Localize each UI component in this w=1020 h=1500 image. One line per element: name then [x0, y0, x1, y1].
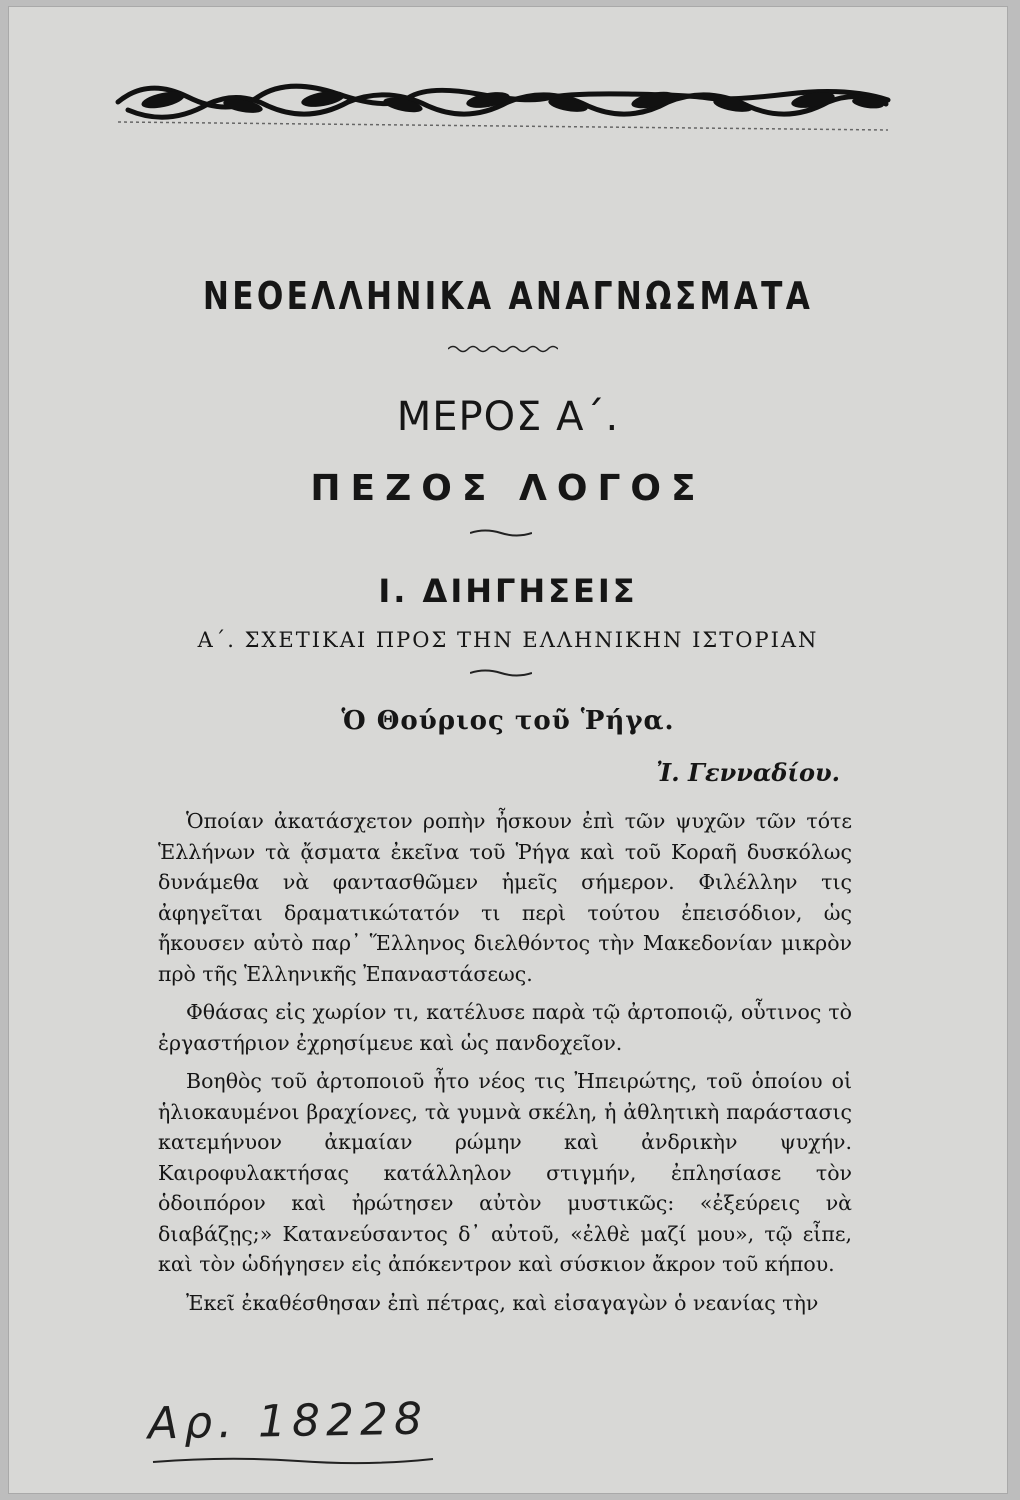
handwritten-catalog-number: Αρ. 18228 — [147, 1393, 429, 1450]
section-title: Ι. ΔΙΗΓΗΣΕΙΣ — [378, 572, 638, 610]
article-body — [158, 806, 852, 1326]
book-page — [8, 6, 1008, 1494]
swash-divider-icon — [470, 668, 532, 678]
subsection-title: Α΄. ΣΧΕΤΙΚΑΙ ΠΡΟΣ ΤΗΝ ΕΛΛΗΝΙΚΗΝ ΙΣΤΟΡΙΑΝ — [197, 628, 819, 652]
genre-title: ΠΕΖΟΣ ΛΟΓΟΣ — [310, 468, 706, 509]
article-title: Ὁ Θούριος τοῦ Ῥήγα. — [341, 706, 675, 736]
paragraph: Ὁποίαν ἀκατάσχετον ροπὴν ἦσκουν ἐπὶ τῶν ψυχῶν τῶν τότε Ἑλλήνων τὰ ᾄσματα ἐκεῖνα τοῦ Ῥήγα καὶ τοῦ Κοραῆ δυσκόλως δυνάμεθα νὰ φαντασθῶμεν ἡμεῖς σήμερον. Φιλέλλην τις ἀφηγεῖται δραματικώτατόν τι περὶ τούτου ἐπεισόδιον, ὡς ἤκουσεν αὐτὸ παρ᾿ Ἕλληνος διελθόντος τὴν Μακεδονίαν μικρὸν πρὸ τῆς Ἑλληνικῆς Ἐπαναστάσεως. — [158, 809, 852, 986]
decorative-vine-border-icon — [108, 72, 898, 152]
handwritten-underline-icon — [148, 1454, 438, 1466]
part-title: ΜΕΡΟΣ Α΄. — [396, 394, 620, 440]
paragraph: Ἐκεῖ ἐκαθέσθησαν ἐπὶ πέτρας, καὶ εἰσαγαγὼν ὁ νεανίας τὴν — [186, 1290, 819, 1315]
series-title: ΝΕΟΕΛΛΗΝΙΚΑ ΑΝΑΓΝΩΣΜΑΤΑ — [202, 274, 814, 318]
paragraph: Βοηθὸς τοῦ ἀρτοποιοῦ ἦτο νέος τις Ἠπειρώτης, τοῦ ὁποίου οἱ ἡλιοκαυμένοι βραχίονες, τὰ γυμνὰ σκέλη, ἡ ἀθλητικὴ παράστασις κατεμήνυον ἀκμαίαν ρώμην καὶ ἀνδρικὴν ψυχήν. Καιροφυλακτήσας κατάλληλον στιγμήν, ἐπλησίασε τὸν ὁδοιπόρον καὶ ἠρώτησεν αὐτὸν μυστικῶς: «ἐξεύρεις νὰ διαβάζῃς;» Κατανεύσαντος δ᾿ αὐτοῦ, «ἐλθὲ μαζί μου», τῷ εἶπε, καὶ τὸν ὡδήγησεν εἰς ἀπόκεντρον καὶ σύσκιον ἄκρον τοῦ κήπου. — [158, 1069, 852, 1276]
wavy-divider-icon — [448, 344, 558, 354]
swash-divider-icon — [470, 528, 532, 538]
paragraph: Φθάσας εἰς χωρίον τι, κατέλυσε παρὰ τῷ ἀρτοποιῷ, οὗτινος τὸ ἐργαστήριον ἐχρησίμευε καὶ ὡς πανδοχεῖον. — [158, 1000, 852, 1055]
author-name: Ἰ. Γενναδίου. — [656, 758, 840, 787]
